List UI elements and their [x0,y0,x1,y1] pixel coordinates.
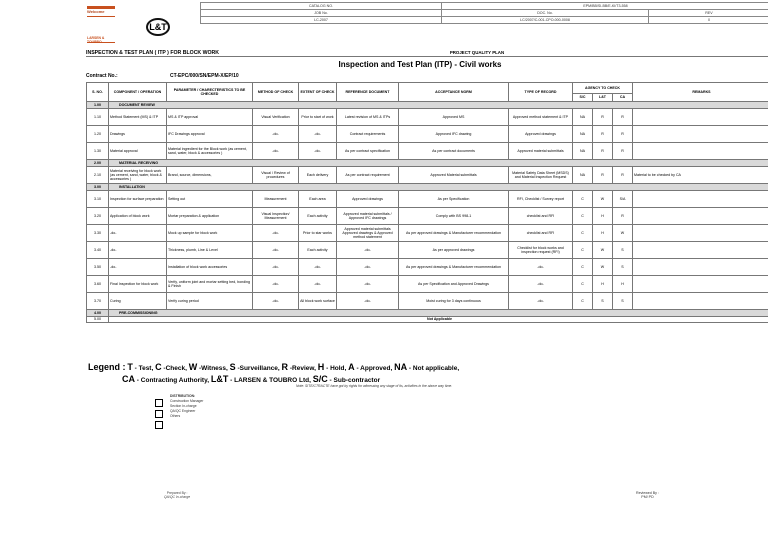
col-method: METHOD OF CHECK [253,83,299,102]
legend-line-2 [122,374,380,384]
distribution-item: Section In-charge [170,404,197,408]
legend-label: Legend : [88,362,126,372]
cell-lnt: R [593,109,613,126]
col-sc: S/C [573,94,593,102]
cell-reference: Approved drawings [337,191,399,208]
legend-key: R [281,362,289,372]
section-number: 1.00 [87,102,109,109]
contract-label: Contract No.: [86,73,118,79]
cell-extent: -do- [299,126,337,143]
cell-ca: W [613,225,633,242]
legend-value: -Check, [161,365,189,372]
header-info-table [200,2,768,24]
cell-record: Approved drawings [509,126,573,143]
reviewed-by-label: Reviewed By : [636,491,659,495]
cell-ca: S [613,293,633,310]
cell-remarks [633,242,768,259]
cell-sc: NA [573,167,593,184]
cell-ca: H [613,276,633,293]
cell-remarks [633,259,768,276]
cell-remarks [633,143,768,160]
catalog-label: CATALOG NO. [201,3,442,10]
table-row [87,293,768,310]
cell-reference: -do- [337,276,399,293]
cell-method: -do- [253,276,299,293]
section-number: 3.00 [87,184,109,191]
col-remarks: REMARKS [633,83,768,102]
cell-sc: C [573,191,593,208]
cell-ca: S [613,259,633,276]
cell-parameter: Mock up sample for block work [167,225,253,242]
cell-extent: Each area [299,191,337,208]
section-row [87,102,768,109]
legend-key: W [188,362,198,372]
cell-record: -do- [509,276,573,293]
cell-ca: R [613,109,633,126]
cell-remarks [633,109,768,126]
cell-acceptance: As per approved drawings & Manufacturer recommendation [399,259,509,276]
cell-extent: Each activity [299,242,337,259]
cell-sc: C [573,208,593,225]
cell-extent: -do- [299,259,337,276]
table-row [87,167,768,184]
doc-value: LC/2007/C-001-CPO-000-0008 [442,17,649,24]
cell-sno: 3.50 [87,259,109,276]
table-row [87,276,768,293]
legend-key: L&T [210,374,229,384]
itp-title: INSPECTION & TEST PLAN ( ITP ) FOR BLOCK WORK [86,50,220,56]
legend-value: -Surveillance, [235,365,282,372]
cell-remarks [633,276,768,293]
cell-parameter: Installation of block work accessories [167,259,253,276]
cell-remarks [633,126,768,143]
cell-sno: 3.10 [87,191,109,208]
cell-method: Visual Inspection/ Measurement [253,208,299,225]
legend-key: NA [394,362,408,372]
cell-acceptance: Approved Material submittals [399,167,509,184]
cell-lnt: H [593,225,613,242]
cell-ca: S [613,242,633,259]
cell-lnt: W [593,242,613,259]
legend-key: CA [122,374,135,384]
reviewed-by [636,491,659,499]
lt-logo-text: L&T [149,22,167,32]
col-record: TYPE OF RECORD [509,83,573,102]
job-label: JOB No. [201,10,442,17]
cell-reference: -do- [337,242,399,259]
cell-sno: 3.30 [87,225,109,242]
table-row [87,109,768,126]
cell-record: -do- [509,293,573,310]
reviewed-by-role: PM/ PD [641,495,654,499]
cell-lnt: W [593,259,613,276]
cell-reference: As per contract requirement [337,167,399,184]
section-title: MATERIAL RECEIVING [109,160,768,167]
legend-value: - Contracting Authority, [135,377,211,384]
cell-lnt: S [593,293,613,310]
checkbox-2[interactable] [155,410,163,418]
table-row [87,208,768,225]
cell-record: Checklist for block works and inspection request (RFI) [509,242,573,259]
row-number: 5.00 [87,317,109,323]
cell-extent: All block work surface [299,293,337,310]
cell-extent: Prior to star works [299,225,337,242]
legend-value: -Witness, [197,365,230,372]
cell-acceptance: Approved MS [399,109,509,126]
cell-remarks [633,225,768,242]
cell-parameter: Verify curing period [167,293,253,310]
cell-method: -do- [253,293,299,310]
cell-record: checklist and RFI [509,225,573,242]
cell-parameter: Brand, source, dimensions, [167,167,253,184]
section-row [87,310,768,317]
lt-logo [146,18,170,36]
cell-sno: 2.10 [87,167,109,184]
cell-sno: 1.30 [87,143,109,160]
job-value: LC-2007 [201,17,442,24]
legend-value: - Sub-contractor [327,377,381,384]
cell-reference: -do- [337,259,399,276]
section-row [87,184,768,191]
contract-value: CT-EPC/000/SN/EPM-X/EP/10 [170,73,239,79]
cell-sc: C [573,242,593,259]
cell-method: -do- [253,126,299,143]
cell-remarks [633,208,768,225]
cell-sc: C [573,276,593,293]
not-applicable-cell: Not Applicable [109,317,768,323]
rev-value: 0 [649,17,768,24]
cell-method: -do- [253,225,299,242]
cell-reference: Approved material submittals / Approved IFC drawings [337,208,399,225]
cell-component: Drawings [109,126,167,143]
cell-sc: NA [573,109,593,126]
cell-parameter: Thickness, plumb, Line & Level [167,242,253,259]
legend-key: T [127,362,133,372]
table-row [87,317,768,323]
cell-component: Method Statement (MS) & ITP [109,109,167,126]
company-logo [87,6,115,42]
col-extent: EXTENT OF CHECK [299,83,337,102]
logo-subtitle: LARSEN & [87,36,105,40]
section-row [87,160,768,167]
cell-extent: -do- [299,276,337,293]
cell-record: Approved material submittals [509,143,573,160]
cell-method: Visual Verification [253,109,299,126]
cell-sno: 3.60 [87,276,109,293]
prepared-by-label: Prepared By : [166,491,188,495]
project-quality-plan: PROJECT QUALITY PLAN [449,50,505,55]
cell-sno: 3.20 [87,208,109,225]
cell-component: Material approval [109,143,167,160]
cell-acceptance: As per approved drawings & Manufacturer recommendation [399,225,509,242]
cell-lnt: R [593,143,613,160]
table-row [87,126,768,143]
section-number: 2.00 [87,160,109,167]
cell-lnt: W [593,191,613,208]
table-row [87,259,768,276]
col-sno: S. NO. [87,83,109,102]
cell-record: -do- [509,259,573,276]
legend-value: - Approved, [354,365,395,372]
cell-component: Final Inspection for block work [109,276,167,293]
section-title: DOCUMENT REVIEW [109,102,768,109]
cell-sno: 1.20 [87,126,109,143]
cell-remarks: Material to be checked by CA [633,167,768,184]
distribution-list [170,394,203,419]
table-row [87,143,768,160]
cell-method: Measurement [253,191,299,208]
table-row [87,225,768,242]
legend-key: C [155,362,162,372]
cell-remarks [633,191,768,208]
cell-parameter: Mortar preparation & application [167,208,253,225]
cell-sc: NA [573,143,593,160]
cell-component: -do- [109,259,167,276]
legend-key: A [348,362,355,372]
cell-reference: As per contract specification [337,143,399,160]
cell-sno: 3.70 [87,293,109,310]
cell-ca: R [613,143,633,160]
distribution-item: Construction Manager [170,399,204,403]
cell-component: Inspection for surface preparation [109,191,167,208]
section-title: INSTALLATION [109,184,768,191]
prepared-by-role: QA/QC In-charge [164,495,191,499]
col-agency: AGENCY TO CHECK [573,83,633,94]
cell-sc: NA [573,126,593,143]
rev-label: REV [649,10,768,17]
col-component: COMPONENT / OPERATION [109,83,167,102]
cell-sno: 1.10 [87,109,109,126]
cell-parameter: Material ingredient for the Block work (as cement, sand, water, block & accessories ) [167,143,253,160]
cell-lnt: R [593,167,613,184]
cell-lnt: R [593,126,613,143]
cell-method: Visual / Review of procedures [253,167,299,184]
legend-line-1 [127,362,460,372]
cell-acceptance: Approved IFC drawing [399,126,509,143]
section-title: PRE-COMMISSIONING [109,310,768,317]
legend-value: - Not applicable, [407,365,460,372]
cell-lnt: H [593,276,613,293]
cell-acceptance: As per approved drawings [399,242,509,259]
prepared-by [164,491,190,499]
legend-key: S/C [312,374,328,384]
catalog-value: EPM/BB/SI-BB/E-KI/T3-558 [442,3,768,10]
logo-name: Welcome [87,9,105,14]
section-number: 4.00 [87,310,109,317]
cell-acceptance: Comply with BS 998-1 [399,208,509,225]
note-text: Note: SITE/CTRACTE have got by rights for witnessing any stage of its, activities in the above way time. [296,384,453,388]
cell-ca: R [613,208,633,225]
checkbox-1[interactable] [155,399,163,407]
legend [88,362,459,372]
legend-value: - Hold, [324,365,349,372]
cell-ca: S/A [613,191,633,208]
distribution-checkboxes [155,399,163,432]
cell-sc: C [573,259,593,276]
page-title: Inspection and Test Plan (ITP) - Civil works [338,60,502,69]
cell-record: Material Safety Data Sheet (MSDS) and Material Inspection Request [509,167,573,184]
col-parameter: PARAMETER / CHARECTERISTICS TO BE CHECKED [167,83,253,102]
distribution-item: Others [170,414,181,418]
cell-ca: R [613,126,633,143]
cell-parameter: IFC Drawings approval [167,126,253,143]
cell-component: -do- [109,225,167,242]
legend-value: -Review, [288,365,318,372]
distribution-title: DISTRIBUTION: [170,394,196,398]
cell-reference: Contract requirements [337,126,399,143]
legend-key: H [317,362,325,372]
cell-parameter: MS & ITP approval [167,109,253,126]
cell-acceptance: As per Specification and Approved Drawings [399,276,509,293]
checkbox-3[interactable] [155,421,163,429]
itp-table [86,82,768,323]
cell-component: Application of block work [109,208,167,225]
cell-sno: 3.40 [87,242,109,259]
cell-reference: -do- [337,293,399,310]
col-ca: CA [613,94,633,102]
doc-label: DOC. No. [442,10,649,17]
col-acceptance: ACCEPTANCE NORM [399,83,509,102]
cell-parameter: Setting out [167,191,253,208]
table-row [87,242,768,259]
legend-value: - LARSEN & TOUBRO Ltd, [228,377,313,384]
cell-extent: Each delivery [299,167,337,184]
cell-component: -do- [109,242,167,259]
cell-record: RFI, Checklist / Survey report [509,191,573,208]
cell-parameter: Verify, uniform joint and mortar setting bed, bonding & Finish [167,276,253,293]
cell-lnt: H [593,208,613,225]
legend-value: - Test, [132,365,156,372]
col-reference: REFERENCE DOCUMENT [337,83,399,102]
cell-acceptance: As per contract documents [399,143,509,160]
cell-record: Approved method statement & ITP [509,109,573,126]
legend-key: S [229,362,236,372]
cell-method: -do- [253,259,299,276]
cell-extent: -do- [299,143,337,160]
cell-sc: C [573,293,593,310]
cell-extent: Each activity [299,208,337,225]
cell-component: Curing [109,293,167,310]
cell-reference: Latest revision of MS & ITPs [337,109,399,126]
col-lnt: L&T [593,94,613,102]
cell-method: -do- [253,143,299,160]
cell-record: checklist and RFI [509,208,573,225]
cell-ca: R [613,167,633,184]
cell-acceptance: Moist curing for 3 days continuous [399,293,509,310]
cell-acceptance: As per Specification [399,191,509,208]
table-row [87,191,768,208]
cell-sc: C [573,225,593,242]
cell-extent: Prior to start of work [299,109,337,126]
cell-remarks [633,293,768,310]
cell-component: Material receiving for block work (as cement, sand, water, block & accessories ) [109,167,167,184]
cell-method: -do- [253,242,299,259]
distribution-item: QA/QC Engineer [170,409,196,413]
cell-reference: Approved material submittals Approved drawings & Approved method statement [337,225,399,242]
